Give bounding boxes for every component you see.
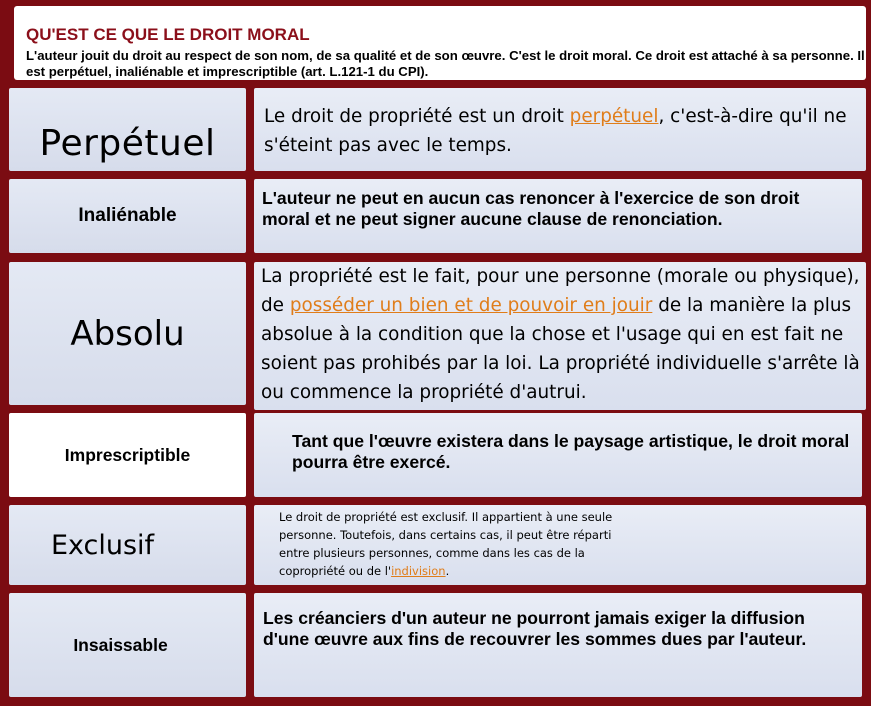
link-indivision[interactable]: indivision xyxy=(391,564,446,578)
def-imprescriptible: Tant que l'œuvre existera dans le paysage artistique, le droit moral pourra être exercé. xyxy=(292,431,850,472)
term-exclusif: Exclusif xyxy=(50,529,155,561)
def-absolu-text: La propriété est le fait, pour une personne (morale ou physique), de xyxy=(261,266,860,316)
term-imprescriptible: Imprescriptible xyxy=(64,444,191,465)
header-panel xyxy=(14,6,866,80)
term-cell-inalienable xyxy=(9,179,246,253)
def-perpetuel-text-end: , c'est-à-dire qu'il ne s'éteint pas avec le temps. xyxy=(264,106,847,156)
page-title: QU'EST CE QUE LE DROIT MORAL xyxy=(26,25,310,44)
def-insaisissable: Les créanciers d'un auteur ne pourront jamais exiger la diffusion d'une œuvre aux fins de recouvrer les sommes dues par l'auteur. xyxy=(263,608,807,649)
def-cell-perpetuel xyxy=(254,88,866,171)
term-cell-exclusif xyxy=(9,505,246,585)
intro-text: L'auteur jouit du droit au respect de son nom, de sa qualité et de son œuvre. C'est le droit moral. Ce droit est attaché à sa personne. Il est perpétuel, inaliénable et imprescriptible (art. L.121-1 du CPI). xyxy=(26,48,865,79)
def-perpetuel xyxy=(264,102,860,160)
def-exclusif xyxy=(279,508,636,580)
def-cell-inalienable xyxy=(254,179,862,253)
def-perpetuel-text: Le droit de propriété est un droit xyxy=(264,106,570,127)
term-perpetuel: Perpétuel xyxy=(39,123,216,164)
link-perpetuel[interactable]: perpétuel xyxy=(569,106,659,127)
term-cell-perpetuel xyxy=(9,88,246,171)
link-posseder[interactable]: posséder un bien et de pouvoir en jouir xyxy=(289,295,653,316)
def-absolu-text-end: de la manière la plus absolue à la condition que la chose et l'usage qui en est fait ne soient pas prohibés par la loi. La propriété individuelle s'arrête là ou commence la propriété d'autrui. xyxy=(261,295,860,403)
term-cell-insaisissable xyxy=(9,593,246,697)
def-cell-insaisissable xyxy=(254,593,862,697)
term-inalienable: Inaliénable xyxy=(78,205,177,226)
def-absolu xyxy=(254,262,866,407)
def-inalienable: L'auteur ne peut en aucun cas renoncer à l'exercice de son droit moral et ne peut signer aucune clause de renonciation. xyxy=(262,188,800,229)
def-cell-absolu xyxy=(254,262,866,410)
term-cell-imprescriptible xyxy=(9,413,246,497)
def-cell-imprescriptible xyxy=(254,413,862,497)
term-absolu: Absolu xyxy=(70,313,185,354)
def-exclusif-text: Le droit de propriété est exclusif. Il appartient à une seule personne. Toutefois, dans certains cas, il peut être réparti entre plusieurs personnes, comme dans les cas de la copropriété ou de l' xyxy=(279,510,613,578)
def-cell-exclusif xyxy=(254,505,866,585)
term-insaisissable: Insaissable xyxy=(73,634,168,655)
term-cell-absolu xyxy=(9,262,246,405)
def-exclusif-text-end: . xyxy=(445,564,450,578)
